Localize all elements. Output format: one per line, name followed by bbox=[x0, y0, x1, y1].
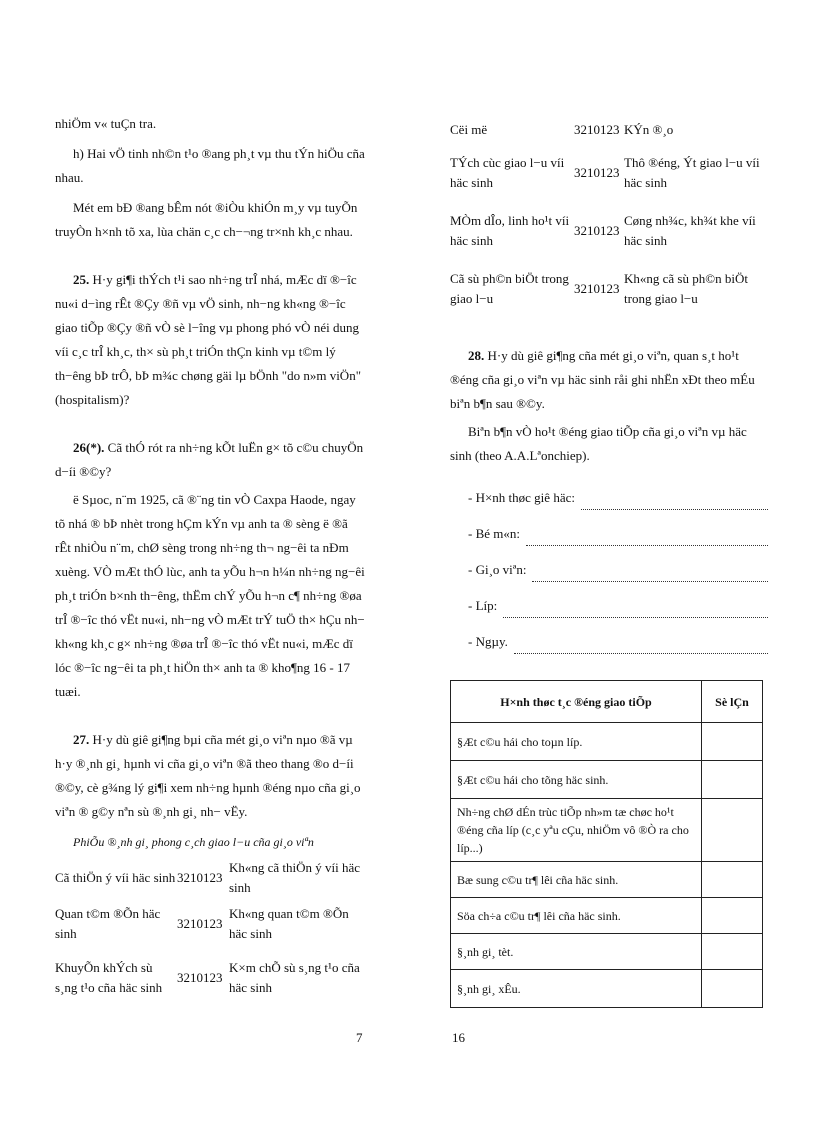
question-text: H·y dù giê gi¶ng bµi cña mét gi¸o viªn nµo ®ã vµ h·y ®¸nh gi¸ hµnh vi cña gi¸o viªn ®ã theo thang ®o d−íi ®©y, cè g¾ng lý gi¶i xem nh÷ng hµnh ®éng nµo cña gi¸o viªn ® g©y nªn sù ®¸nh gi¸ nh− vËy. bbox=[55, 732, 361, 819]
question-number: 27. bbox=[73, 732, 90, 747]
scale-right: Kh«ng quan t©m ®Õn häc sinh bbox=[229, 906, 349, 941]
scale-values: 3210123 bbox=[177, 916, 223, 931]
question-number: 28. bbox=[468, 348, 485, 363]
table-row bbox=[451, 970, 763, 1008]
question-27 bbox=[55, 728, 365, 824]
count-cell[interactable] bbox=[702, 799, 763, 862]
table-row bbox=[451, 862, 763, 898]
communication-table bbox=[450, 680, 763, 1008]
left-page bbox=[55, 112, 365, 1006]
scale-left: TÝch cùc giao l−u víi häc sinh bbox=[450, 155, 565, 190]
question-number: 26(*). bbox=[73, 440, 105, 455]
scale-right: Kh«ng cã sù ph©n biÖt trong giao l−u bbox=[624, 271, 748, 306]
table-cell: Bæ sung c©u tr¶ lêi cña häc sinh. bbox=[451, 862, 702, 898]
field-label: - Gi¸o viªn: bbox=[468, 562, 527, 577]
question-26 bbox=[55, 436, 365, 484]
table-cell: Söa ch÷a c©u tr¶ lêi cña häc sinh. bbox=[451, 898, 702, 934]
scale-row bbox=[450, 260, 766, 318]
table-header-row bbox=[451, 681, 763, 723]
scale-values: 3210123 bbox=[574, 281, 620, 296]
scale-row bbox=[55, 950, 365, 1006]
record-intro: Biªn b¶n vÒ ho¹t ®éng giao tiÕp cña gi¸o viªn vµ häc sinh (theo A.A.Lªonchiep). bbox=[450, 424, 747, 463]
field-line bbox=[468, 474, 768, 510]
table-cell: §Æt c©u hái cho toµn líp. bbox=[451, 723, 702, 761]
paragraph: h) Hai vÖ tinh nh©n t¹o ®ang ph¸t vµ thu tÝn hiÖu cña nhau. bbox=[55, 146, 365, 185]
scale-values: 3210123 bbox=[177, 870, 223, 885]
table-row bbox=[451, 723, 763, 761]
count-cell[interactable] bbox=[702, 761, 763, 799]
header-form: H×nh thøc t¸c ®éng giao tiÕp bbox=[451, 681, 702, 723]
field-line bbox=[468, 510, 768, 546]
scale-right: Thô ®éng, Ýt giao l−u víi häc sinh bbox=[624, 155, 760, 190]
table-row bbox=[451, 799, 763, 862]
scale-row bbox=[450, 202, 766, 260]
count-cell[interactable] bbox=[702, 934, 763, 970]
question-number: 25. bbox=[73, 272, 90, 287]
scale-left: KhuyÕn khÝch sù s¸ng t¹o cña häc sinh bbox=[55, 960, 163, 995]
scale-row bbox=[450, 116, 766, 144]
scale-values: 3210123 bbox=[177, 970, 223, 985]
scale-left: Cã thiÖn ý víi häc sinh bbox=[55, 870, 176, 885]
question-text: H·y dù giê gi¶ng cña mét gi¸o viªn, quan s¸t ho¹t ®éng cña gi¸o viªn vµ häc sinh råi ghi nhËn xÐt theo mÉu biªn b¶n sau ®©y. bbox=[450, 348, 755, 411]
fill-line bbox=[514, 639, 768, 654]
scale-left: Cëi më bbox=[450, 122, 488, 137]
paragraph: Mét em bÐ ®ang bÊm nót ®iÒu khiÓn m¸y vµ tuyÕn truyÒn h×nh tõ xa, lùa chän c¸c ch−¬ng tr×nh kh¸c nhau. bbox=[55, 200, 358, 239]
scale-left: Cã sù ph©n biÖt trong giao l−u bbox=[450, 271, 569, 306]
fill-line bbox=[532, 567, 768, 582]
scale-right: KÝn ®¸o bbox=[624, 122, 674, 137]
table-cell: Nh÷ng chØ dÉn trùc tiÕp nh»m tæ chøc ho¹t ®éng cña líp (c¸c yªu cÇu, nhiÖm vô ®Ò ra cho líp...) bbox=[451, 799, 702, 862]
question-28 bbox=[450, 344, 766, 416]
count-cell[interactable] bbox=[702, 723, 763, 761]
table-cell: §Æt c©u hái cho tõng häc sinh. bbox=[451, 761, 702, 799]
field-line bbox=[468, 546, 768, 582]
scale-title: PhiÕu ®¸nh gi¸ phong c¸ch giao l−u cña gi¸o viªn bbox=[73, 835, 314, 849]
fill-line bbox=[581, 495, 768, 510]
count-cell[interactable] bbox=[702, 898, 763, 934]
scale-row bbox=[450, 144, 766, 202]
scale-values: 3210123 bbox=[574, 223, 620, 238]
question-text: Cã thÓ rót ra nh÷ng kÕt luËn g× tõ c©u chuyÖn d−íi ®©y? bbox=[55, 440, 364, 479]
table-row bbox=[451, 898, 763, 934]
fill-line bbox=[526, 531, 768, 546]
scale-right: Cøng nh¾c, kh¾t khe víi häc sinh bbox=[624, 213, 756, 248]
scale-right: K×m chÕ sù s¸ng t¹o cña häc sinh bbox=[229, 960, 360, 995]
story-paragraph: ë Sµoc, n¨m 1925, cã ®¨ng tin vÒ Caxpa Haode, ngay tõ nhá ® bÞ nhèt trong hÇm kÝn vµ anh ta ® sèng ë ®ã rÊt nhiÒu n¨m, chØ sèng trong nh÷ng th¬ ng−êi ta nÐm xuèng. VÒ mÆt thÓ lùc, anh ta yÕu h¬n h¼n nh÷ng ng−êi ph¸t triÓn b×nh th−êng, thËm chÝ yÕu h¬n c¶ nh÷ng ®øa trÎ ®−îc thó vËt nu«i, nh−ng vÒ mÆt trÝ tuÖ th× hÇu nh− kh«ng kh¸c g× nh÷ng ®øa trÎ ®−îc thó vËt nu«i, mÆc dï lóc ®−îc ng−êi ta ph¸t hiÖn th× anh ta ® kho¶ng 16 - 17 tuæi. bbox=[55, 492, 365, 699]
table-cell: §¸nh gi¸ tèt. bbox=[451, 934, 702, 970]
right-page bbox=[450, 116, 766, 1008]
field-line bbox=[468, 618, 768, 654]
field-label: - Ngµy. bbox=[468, 634, 508, 649]
field-label: - H×nh thøc giê häc: bbox=[468, 490, 575, 505]
scale-left: MÒm dÎo, linh ho¹t víi häc sinh bbox=[450, 213, 570, 248]
scale-values: 3210123 bbox=[574, 165, 620, 180]
table-row bbox=[451, 761, 763, 799]
scale-values: 3210123 bbox=[574, 122, 620, 137]
scale-left: Quan t©m ®Õn häc sinh bbox=[55, 906, 161, 941]
page-number: 16 bbox=[452, 1030, 465, 1045]
evaluation-scale-table bbox=[450, 116, 766, 318]
page-number: 7 bbox=[356, 1030, 363, 1045]
record-fields bbox=[450, 474, 768, 654]
field-label: - Líp: bbox=[468, 598, 498, 613]
table-cell: §¸nh gi¸ xÊu. bbox=[451, 970, 702, 1008]
field-label: - Bé m«n: bbox=[468, 526, 520, 541]
count-cell[interactable] bbox=[702, 862, 763, 898]
field-line bbox=[468, 582, 768, 618]
fill-line bbox=[503, 603, 768, 618]
table-row bbox=[451, 934, 763, 970]
scale-row bbox=[55, 858, 365, 898]
scale-right: Kh«ng cã thiÖn ý víi häc sinh bbox=[229, 860, 361, 895]
scale-row bbox=[55, 898, 365, 950]
count-cell[interactable] bbox=[702, 970, 763, 1008]
evaluation-scale-table bbox=[55, 858, 365, 1006]
question-text: H·y gi¶i thÝch t¹i sao nh÷ng trÎ nhá, mÆc dï ®−îc nu«i d−ìng rÊt ®Çy ®ñ vµ vÖ sinh, nh−ng kh«ng ®−îc giao tiÕp ®Çy ®ñ vÒ sè l−îng vµ phong phó vÒ néi dung víi c¸c trÎ kh¸c, th× sù ph¸t triÓn thÇn kinh vµ t©m lý th−êng bÞ trÔ, bÞ m¾c chøng gäi lµ bÖnh "do n»m viÖn" (hospitalism)? bbox=[55, 272, 362, 407]
header-count: Sè lÇn bbox=[702, 681, 763, 723]
paragraph: nhiÖm v« tuÇn tra. bbox=[55, 116, 157, 131]
question-25 bbox=[55, 268, 365, 412]
